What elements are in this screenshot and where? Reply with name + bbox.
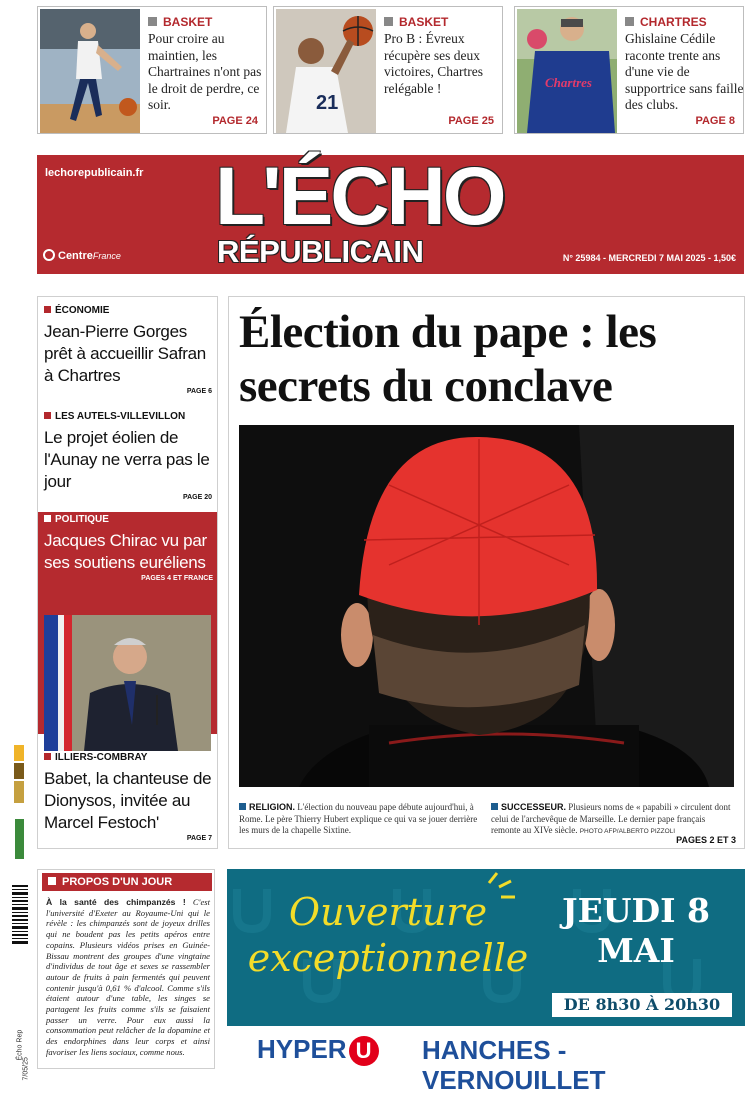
promo-basket-women[interactable] (37, 6, 267, 134)
promo-basket-prob[interactable] (273, 6, 503, 134)
sidebar-category: POLITIQUE (38, 512, 217, 525)
sidebar-item-politique[interactable] (38, 512, 217, 734)
promo-text: Ghislaine Cédile raconte trente ans d'une vie de supportrice sans faille des clubs. (625, 31, 744, 112)
sidebar-category: LES AUTELS-VILLEVILLON (44, 411, 212, 422)
sidebar-headline: Le projet éolien de l'Aunay ne verra pas le jour (44, 428, 210, 491)
newspaper-title: L'ÉCHO (215, 151, 504, 242)
promo-page: PAGE 25 (448, 115, 494, 127)
hyper-u-logo: HYPER U (257, 1034, 381, 1066)
sidebar-category: ÉCONOMIE (44, 305, 212, 316)
sidebar-headline: Jacques Chirac vu par ses soutiens euréliens (44, 531, 207, 572)
promo-text: Pour croire au maintien, les Chartraines n'ont pas le droit de perdre, ce soir. (148, 31, 262, 112)
ad-date: JEUDI 8 MAI (561, 891, 711, 970)
sidebar-headline: Babet, la chanteuse de Dionysos, invitée au Marcel Festoch' (44, 769, 212, 832)
promo-category: BASKET (148, 15, 212, 29)
ad-city: HANCHES - VERNOUILLET (422, 1035, 606, 1095)
promo-text: Pro B : Évreux récupère ses deux victoires, Chartres relégable ! (384, 31, 483, 96)
cardinal-photo (239, 425, 734, 787)
caption-successeur: SUCCESSEUR. Plusieurs noms de « papabili » circulent dont celui de l'archevêque de Marseille. Le dernier pape français remonte au XIVe siècle. PHOTO AFP/ALBERTO PIZZOLI (491, 802, 731, 835)
centre-france-icon (43, 249, 55, 261)
sidebar-page: PAGES 4 ET FRANCE (141, 575, 213, 582)
chirac-photo (44, 615, 211, 751)
promo-page: PAGE 8 (695, 115, 735, 127)
sidebar-category: ILLIERS-COMBRAY (44, 752, 212, 763)
promo-chartres[interactable] (514, 6, 744, 134)
promo-category: BASKET (384, 15, 448, 29)
sidebar-page: PAGE 20 (182, 494, 212, 501)
newspaper-subtitle: RÉPUBLICAIN (217, 234, 424, 269)
sidebar-headline: Jean-Pierre Gorges prêt à accueillir Safran à Chartres (44, 322, 206, 385)
ad-slogan: Ouverture exceptionnelle (247, 890, 529, 980)
caption-marker (491, 803, 498, 810)
promo-category: CHARTRES (625, 15, 707, 29)
sidebar-page: PAGE 6 (186, 388, 212, 395)
promo-photo-basket-shooter (276, 9, 376, 133)
sidebar-item-autels[interactable] (44, 411, 212, 501)
ad-background (227, 869, 745, 1026)
sidebar-item-economie[interactable] (44, 305, 212, 395)
propos-text: À la santé des chimpanzés ! C'est l'université d'Exeter au Royaume-Uni qui le révèle : les chimpanzés sont de joyeux drilles qui ne boudent pas les petits apéros entre copains. Plusieurs vidéos prises en Guinée-Bissau montrent des groupes d'une vingtaine d'individus de tout âge et sexes se rassembler autour de fruits à pain fermentés qui peuvent contenir jusqu'à 0,61 % d'alcool. Comme s'ils étaient autour d'une table, les singes se partagent les fruits comme s'ils se faisaient passer un verre. Pour eux aussi la consommation peut relâcher de la dopamine et des endorphines dans leur corps et ainsi favoriser les liens sociaux, comme nous. (46, 897, 210, 1057)
caption-religion: RELIGION. L'élection du nouveau pape débute aujourd'hui, à Rome. Le père Thierry Hubert explique ce qui va se jouer derrière les murs de la chapelle Sixtine. (239, 802, 478, 835)
main-story[interactable] (228, 296, 745, 849)
website-url[interactable]: lechorepublicain.fr (45, 167, 144, 179)
main-pages: PAGES 2 ET 3 (676, 835, 736, 845)
hyper-u-ad[interactable] (227, 869, 745, 1095)
masthead (37, 151, 744, 274)
spine (12, 745, 30, 1081)
sidebar (37, 296, 218, 849)
ad-store-banner (227, 1026, 745, 1095)
svg-text:Chartres: Chartres (545, 75, 592, 90)
promo-page: PAGE 24 (212, 115, 258, 127)
u-logo-icon: U (349, 1036, 379, 1066)
sidebar-page: PAGE 7 (186, 835, 212, 842)
caption-marker (239, 803, 246, 810)
spine-date: 7/05/25 (22, 1057, 30, 1081)
promo-photo-basket-player (40, 9, 140, 133)
sidebar-item-illiers[interactable] (44, 752, 212, 842)
centre-france-logo: CentreFrance (43, 249, 121, 262)
main-headline: Élection du pape : les secrets du conclave (239, 306, 657, 412)
propos-box[interactable] (37, 869, 215, 1069)
promo-photo-supporter (517, 9, 617, 133)
issue-info: N° 25984 - MERCREDI 7 MAI 2025 - 1,50€ (562, 253, 736, 263)
ad-hours: DE 8h30 À 20h30 (552, 993, 732, 1017)
spine-title: Écho Rep (16, 1029, 24, 1061)
propos-header: PROPOS D'UN JOUR (42, 873, 212, 891)
svg-text:21: 21 (316, 92, 339, 114)
